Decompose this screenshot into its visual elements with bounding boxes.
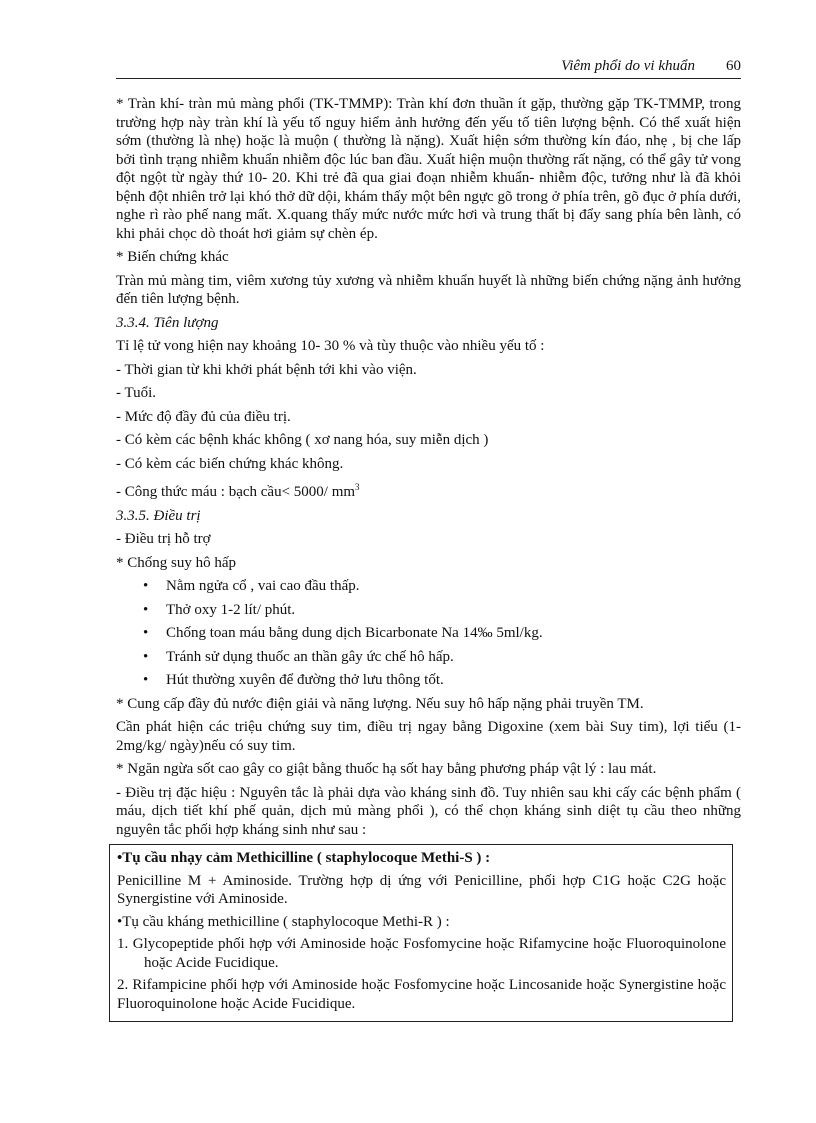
- list-item: • Tránh sử dụng thuốc an thần gây ức chế hô hấp.: [143, 648, 454, 665]
- factor-item: - Mức độ đầy đủ của điều trị.: [116, 408, 291, 425]
- bullet-icon: •: [143, 578, 149, 594]
- superscript: 3: [355, 482, 360, 492]
- box-heading-methi-r: •Tụ cầu kháng methicilline ( staphylocoque Methi-R ) :: [117, 913, 450, 930]
- paragraph-specific-treatment: - Điều trị đặc hiệu : Nguyên tắc là phải dựa vào kháng sinh đồ. Tuy nhiên sau khi cấy các bệnh phẩm ( máu, dịch tiết khí phế quản, dịch mủ màng phổi ), có thể chọn kháng sinh diệt tụ cầu theo những nguyên tắc phối hợp kháng sinh như sau :: [116, 784, 741, 838]
- treatment-item: - Điều trị hỗ trợ: [116, 531, 211, 547]
- list-item: • Thở oxy 1-2 lít/ phút.: [143, 601, 296, 618]
- list-item: • Nằm ngửa cổ , vai cao đầu thấp.: [143, 578, 360, 594]
- page-number: 60: [726, 58, 741, 74]
- list-item: • Hút thường xuyên để đường thở lưu thông tốt.: [143, 672, 444, 688]
- bullet-icon: •: [143, 648, 149, 665]
- page-header: [116, 56, 741, 79]
- factor-item: [116, 478, 741, 502]
- treatment-item: * Chống suy hô hấp: [116, 554, 236, 571]
- box-text-methi-s: Penicilline M + Aminoside. Trường hợp dị ứng với Penicilline, phối hợp C1G hoặc C2G hoặc Synergistine với Aminoside.: [117, 872, 726, 907]
- section-heading-treatment: 3.3.5. Điều trị: [116, 507, 201, 524]
- factor-item: - Thời gian từ khi khởi phát bệnh tới khi vào viện.: [116, 361, 417, 378]
- box-item-1: 1. Glycopeptide phối hợp với Aminoside hoặc Fosfomycine hoặc Rifamycine hoặc Fluoroquinolone hoặc Acide Fucidique.: [117, 936, 726, 971]
- factor-item: - Tuổi.: [116, 385, 157, 401]
- box-item-2: 2. Rifampicine phối hợp với Aminoside hoặc Fosfomycine hoặc Lincosanide hoặc Synergistine hoặc Fluoroquinolone hoặc Acide Fucidique.: [117, 977, 726, 1012]
- paragraph-other-complications: Tràn mủ màng tim, viêm xương tủy xương và nhiễm khuẩn huyết là những biến chứng nặng ảnh hưởng đến tiên lượng bệnh.: [116, 272, 741, 307]
- bullet-icon: •: [143, 672, 149, 688]
- respiratory-support-list: [116, 577, 741, 690]
- list-item: • Chống toan máu bằng dung dịch Bicarbonate Na 14‰ 5ml/kg.: [143, 625, 543, 641]
- box-heading-methi-s: •Tụ cầu nhạy cảm Methicilline ( staphylocoque Methi-S ) :: [117, 850, 491, 866]
- paragraph-fever: * Ngăn ngừa sốt cao gây co giật bằng thuốc hạ sốt hay bằng phương pháp vật lý : lau mát.: [116, 761, 657, 777]
- bullet-icon: •: [143, 625, 149, 641]
- bullet-icon: •: [143, 601, 149, 618]
- antibiotic-box: [109, 844, 733, 1022]
- paragraph-heart-failure: Cần phát hiện các triệu chứng suy tim, điều trị ngay bằng Digoxine (xem bài Suy tim), lợi tiểu (1-2mg/kg/ ngày)nếu có suy tim.: [116, 719, 741, 754]
- factor-item: - Có kèm các biến chứng khác không.: [116, 455, 344, 472]
- page-body: [116, 95, 741, 1022]
- factor-item: - Có kèm các bệnh khác không ( xơ nang hóa, suy miễn dịch ): [116, 432, 489, 448]
- paragraph-pneumothorax: * Tràn khí- tràn mủ màng phổi (TK-TMMP): Tràn khí đơn thuần ít gặp, thường gặp TK-TMMP, trong trường hợp này tràn khí là yếu tố nguy hiểm ảnh hưởng đến yếu tố tiên lượng bệnh. Có thể xuất hiện sớm (thường là nhẹ) hoặc là muộn ( thường là nặng). Xuất hiện sớm thường kín đáo, nhẹ , bị che lấp bởi tình trạng nhiễm khuẩn nhiễm độc lúc ban đầu. Xuất hiện muộn thường rất nặng, có thể gây tử vong đột ngột từ ngày thứ 10- 20. Khi trẻ đã qua giai đoạn nhiễm khuẩn- nhiễm độc, tưởng như là đã khỏi bệnh đột nhiên trở lại khó thở dữ dội, khám thấy một bên ngực gõ trong ở phía trên, gõ đục ở phía dưới, nghe rì rào phế nang mất. X.quang thấy mức nước mức hơi và trung thất bị đẩy sang phía bên lành, có khi phải chọc dò thoát hơi giảm sự chèn ép.: [116, 96, 741, 242]
- section-heading-prognosis: 3.3.4. Tiên lượng: [116, 314, 219, 331]
- paragraph-other-complications-heading: * Biến chứng khác: [116, 249, 229, 265]
- factor-item-text: - Công thức máu : bạch cầu< 5000/ mm: [116, 484, 356, 500]
- header-title: Viêm phổi do vi khuẩn: [561, 58, 695, 74]
- paragraph-mortality: Tỉ lệ tử vong hiện nay khoảng 10- 30 % và tùy thuộc vào nhiều yếu tố :: [116, 338, 545, 354]
- paragraph-fluids: * Cung cấp đầy đủ nước điện giải và năng lượng. Nếu suy hô hấp nặng phải truyền TM.: [116, 695, 644, 712]
